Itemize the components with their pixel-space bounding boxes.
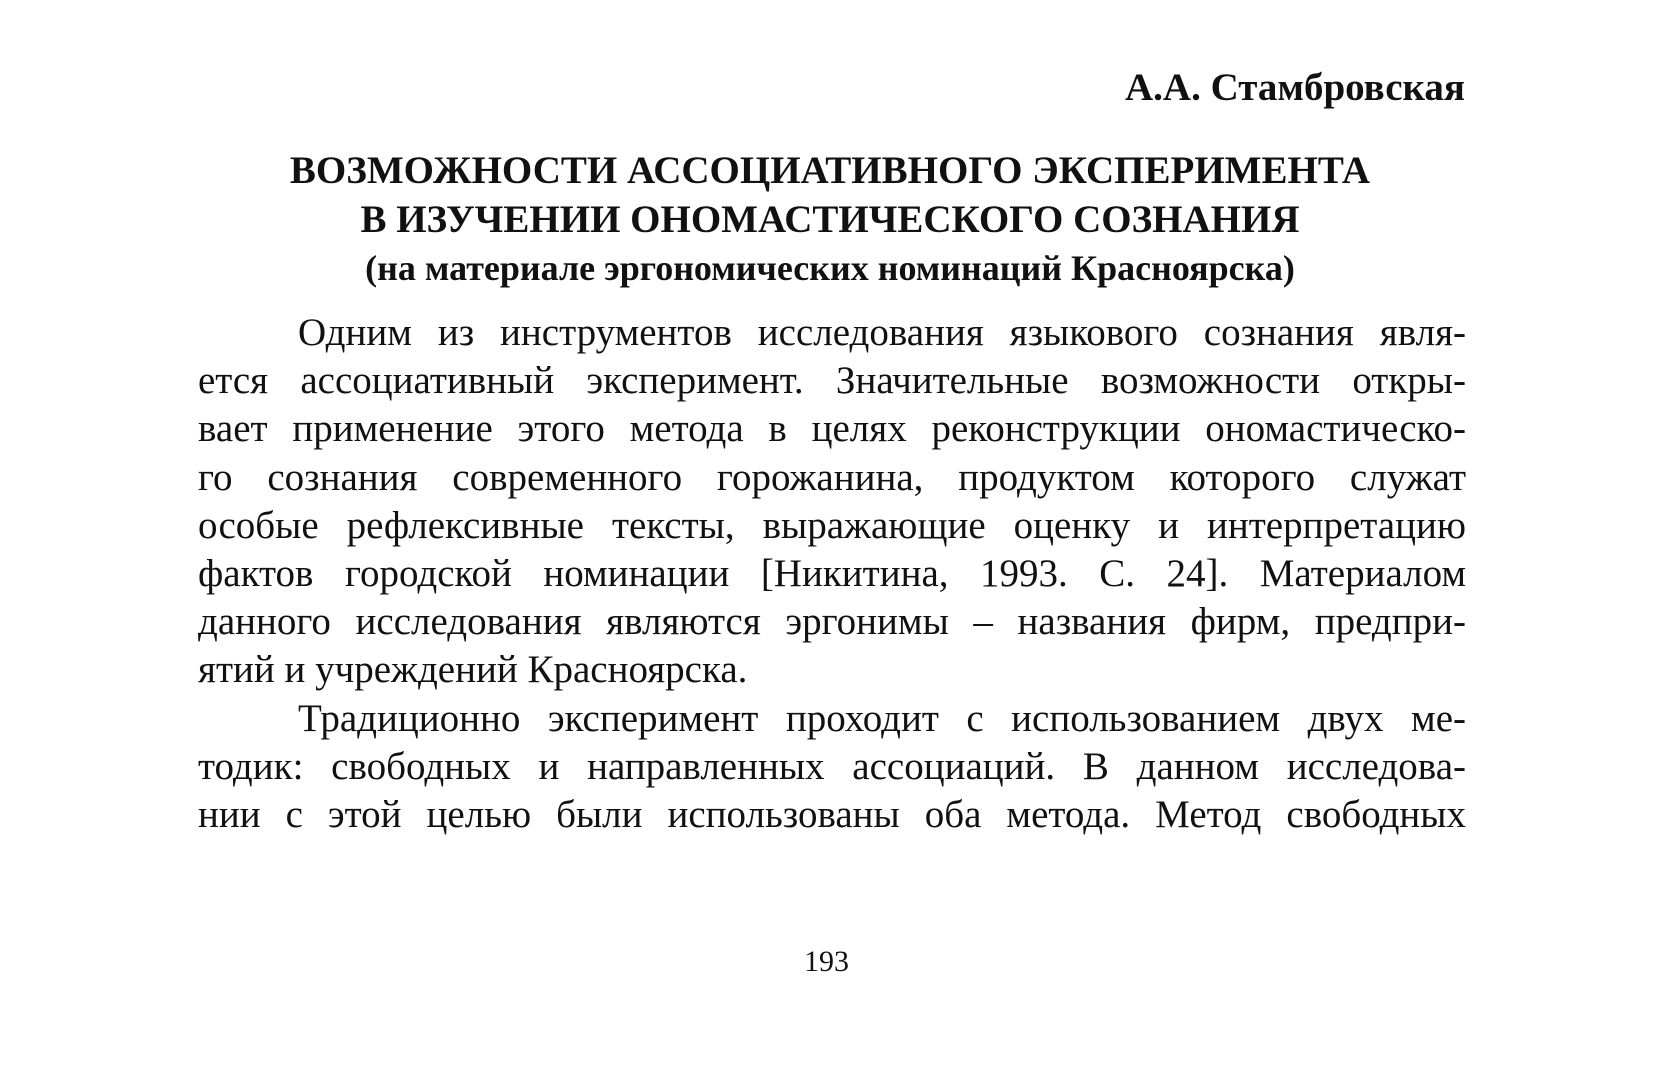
- title-line: В ИЗУЧЕНИИ ОНОМАСТИЧЕСКОГО СОЗНАНИЯ: [360, 198, 1300, 241]
- text-line: особые рефлексивные тексты, выражающие оценку и интерпретацию: [198, 503, 1466, 547]
- paragraph-2: [198, 695, 1466, 840]
- article-body: [198, 309, 1466, 839]
- text-line: го сознания современного горожанина, продуктом которого служат: [198, 455, 1466, 499]
- text-line: нии с этой целью были использованы оба метода. Метод свободных: [198, 792, 1466, 836]
- title-line: ВОЗМОЖНОСТИ АССОЦИАТИВНОГО ЭКСПЕРИМЕНТА: [289, 149, 1371, 192]
- author-name: А.А. Стамбровская: [1125, 66, 1465, 109]
- text-line: ется ассоциативный эксперимент. Значительные возможности откры-: [198, 359, 1466, 403]
- text-line: фактов городской номинации [Никитина, 1993. С. 24]. Материалом: [198, 551, 1466, 595]
- text-line: Традиционно эксперимент проходит с использованием двух ме-: [298, 696, 1466, 740]
- page-number: 193: [804, 945, 849, 978]
- article-title: [140, 146, 1520, 293]
- paragraph-1: [198, 309, 1466, 695]
- text-line: ятий и учреждений Красноярска.: [198, 648, 748, 692]
- text-line: тодик: свободных и направленных ассоциаций. В данном исследова-: [198, 744, 1466, 788]
- text-line: данного исследования являются эргонимы – названия фирм, предпри-: [198, 600, 1466, 644]
- text-line: Одним из инструментов исследования языкового сознания явля-: [298, 311, 1466, 354]
- article-subtitle: (на материале эргономических номинаций Красноярска): [365, 248, 1295, 288]
- text-line: вает применение этого метода в целях реконструкции ономастическо-: [198, 407, 1466, 451]
